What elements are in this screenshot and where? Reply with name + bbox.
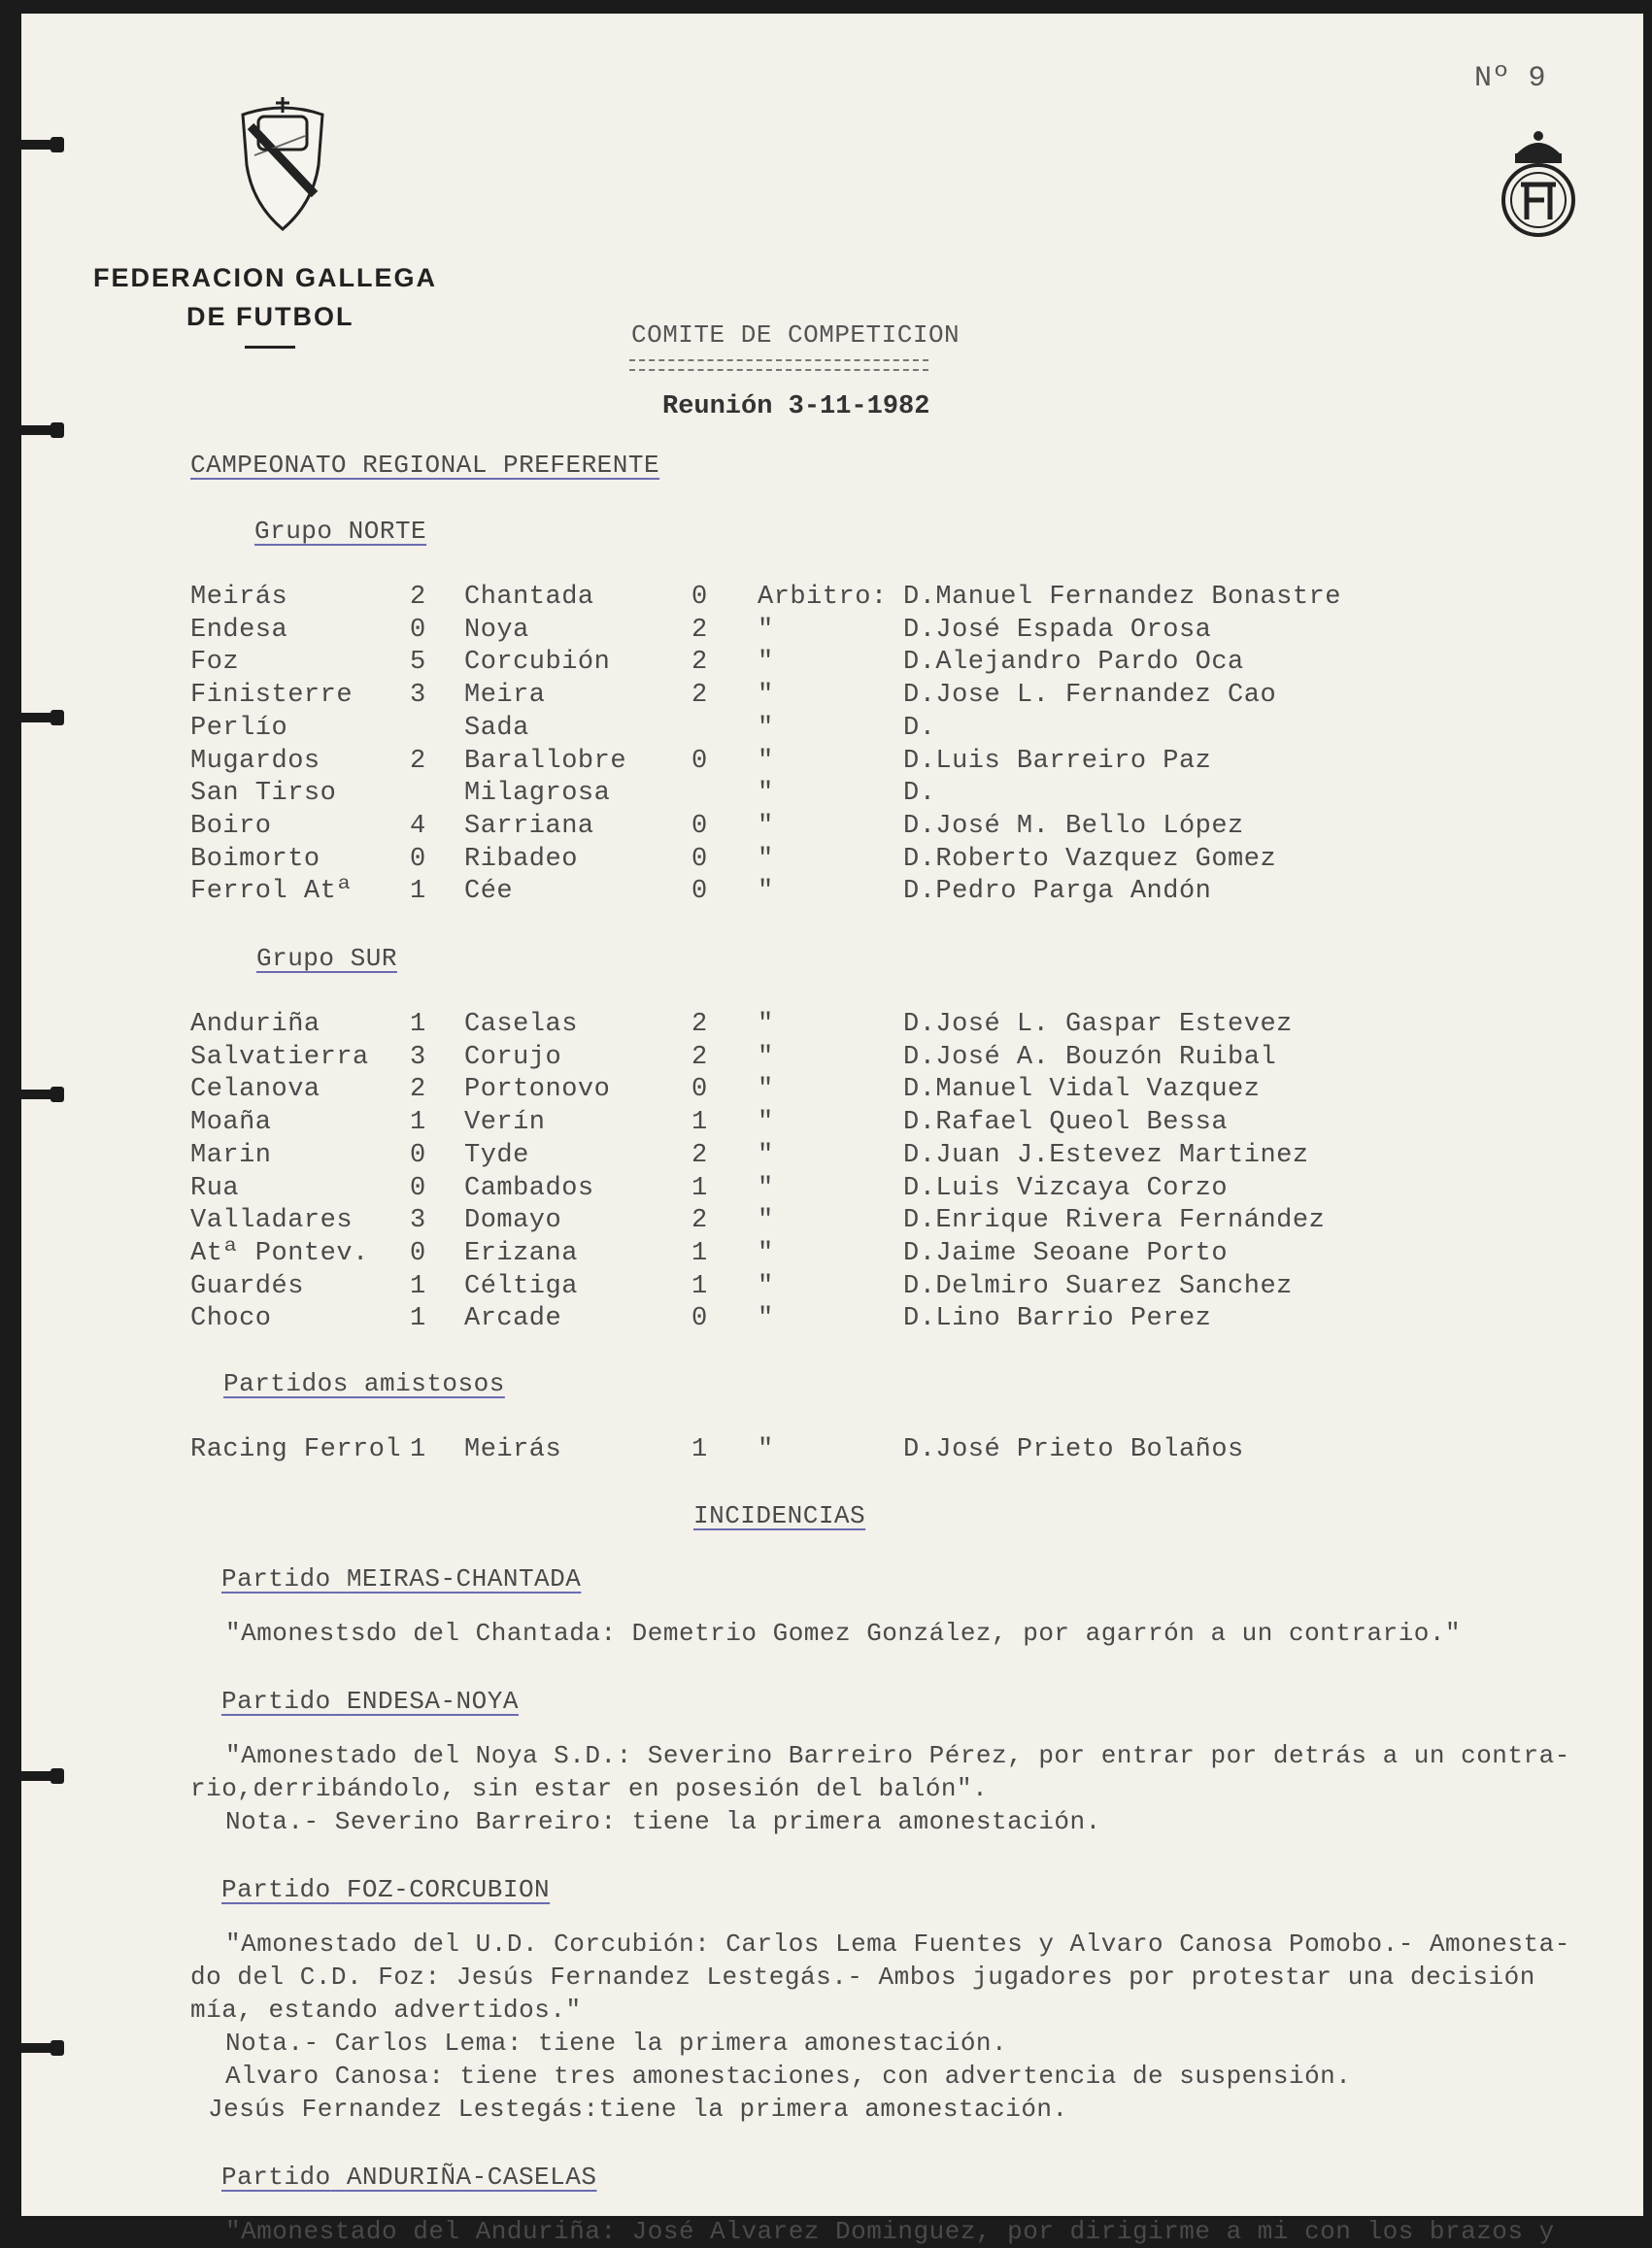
away-score: 1 (691, 1173, 708, 1203)
referee-label: " (758, 746, 774, 776)
referee-name: D.José A. Bouzón Ruibal (903, 1042, 1277, 1072)
match-row (21, 1174, 1575, 1207)
incident-heading (221, 1563, 581, 1595)
match-row (21, 747, 1575, 780)
home-team: Racing Ferrol (190, 1435, 402, 1464)
away-score: 0 (691, 877, 708, 907)
referee-name: D.Luis Barreiro Paz (903, 746, 1212, 776)
match-row (21, 714, 1575, 747)
home-score: 1 (410, 1108, 426, 1138)
away-team: Tyde (464, 1140, 529, 1170)
referee-name: D.Luis Vizcaya Corzo (903, 1173, 1229, 1203)
federation-shield-logo (237, 97, 328, 233)
incident-text-line: do del C.D. Foz: Jesús Fernandez Lestegás.- Ambos jugadores por protestar una decisión (190, 1963, 1535, 1992)
referee-name: D.José Espada Orosa (903, 615, 1212, 645)
home-team: Moaña (190, 1108, 272, 1138)
referee-label: " (758, 1173, 774, 1203)
away-score: 0 (691, 1075, 708, 1105)
home-team: Perlío (190, 713, 288, 743)
referee-name: D.Jose L. Fernandez Cao (903, 681, 1277, 711)
incident-text-line: Alvaro Canosa: tiene tres amonestaciones, con advertencia de suspensión. (225, 2062, 1352, 2091)
match-row (21, 1043, 1575, 1076)
federation-name (93, 258, 437, 336)
away-score: 0 (691, 811, 708, 841)
home-team: Atª Pontev. (190, 1238, 369, 1268)
match-row (21, 648, 1575, 681)
away-score: 2 (691, 648, 708, 678)
document-page (21, 14, 1643, 2246)
home-score: 1 (410, 1271, 426, 1301)
incident-text-line: "Amonestsdo del Chantada: Demetrio Gomez González, por agarrón a un contrario." (225, 1619, 1462, 1648)
home-team: Choco (190, 1304, 272, 1334)
away-team: Céltiga (464, 1271, 578, 1301)
match-row (21, 1435, 1575, 1468)
referee-label: " (758, 779, 774, 809)
referee-name: D.Enrique Rivera Fernández (903, 1206, 1326, 1236)
championship-heading: CAMPEONATO REGIONAL PREFERENTE (190, 451, 660, 480)
referee-label: " (758, 713, 774, 743)
referee-name: D.Roberto Vazquez Gomez (903, 844, 1277, 874)
referee-name: D.Juan J.Estevez Martinez (903, 1140, 1309, 1170)
home-team: Ferrol Atª (190, 877, 354, 907)
away-team: Erizana (464, 1238, 578, 1268)
incident-heading (221, 2162, 596, 2194)
away-team: Cambados (464, 1173, 594, 1203)
home-score: 2 (410, 746, 426, 776)
incident-text-line: "Amonestado del U.D. Corcubión: Carlos Lema Fuentes y Alvaro Canosa Pomobo.- Amonesta- (225, 1929, 1570, 1959)
incident-match: FOZ-CORCUBION (346, 1875, 551, 1904)
incident-label: Partido (221, 1564, 331, 1594)
away-score: 2 (691, 1010, 708, 1039)
away-team: Corujo (464, 1042, 562, 1072)
referee-name: D.Manuel Fernandez Bonastre (903, 583, 1341, 612)
home-score: 5 (410, 648, 426, 678)
away-team: Noya (464, 615, 529, 645)
away-team: Ribadeo (464, 844, 578, 874)
incident-text-line: Jesús Fernandez Lestegás:tiene la primera amonestación. (208, 2095, 1068, 2124)
federation-underline (245, 346, 295, 349)
home-score: 2 (410, 1075, 426, 1105)
match-row (21, 1206, 1575, 1239)
home-score: 1 (410, 877, 426, 907)
referee-name: D.Alejandro Pardo Oca (903, 648, 1244, 678)
home-score: 1 (410, 1010, 426, 1039)
referee-name: D.José Prieto Bolaños (903, 1435, 1244, 1464)
away-score: 0 (691, 844, 708, 874)
referee-label: " (758, 1271, 774, 1301)
group-sur-results (21, 1010, 1614, 1340)
home-team: Valladares (190, 1206, 354, 1236)
friendlies-results (21, 1435, 1614, 1474)
home-team: Endesa (190, 615, 288, 645)
incident-text-line: "Amonestado del Anduriña: José Alvarez Dominguez, por dirigirme a mi con los brazos y (225, 2217, 1555, 2246)
friendlies-heading: Partidos amistosos (223, 1369, 505, 1398)
home-score: 3 (410, 1042, 426, 1072)
match-row (21, 1239, 1575, 1272)
incident-heading (221, 1686, 519, 1718)
home-team: Finisterre (190, 681, 354, 711)
document-number: Nº 9 (1473, 62, 1546, 95)
home-score: 1 (410, 1435, 426, 1464)
away-team: Corcubión (464, 648, 611, 678)
punch-hole (21, 140, 54, 150)
match-row (21, 1272, 1575, 1305)
referee-label: " (758, 844, 774, 874)
incident-label: Partido (221, 1687, 331, 1716)
referee-label: " (758, 1304, 774, 1334)
incident-match: ANDURIÑA-CASELAS (346, 2163, 597, 2192)
referee-name: D.Jaime Seoane Porto (903, 1238, 1229, 1268)
punch-hole (21, 425, 54, 435)
home-score: 3 (410, 1206, 426, 1236)
home-team: San Tirso (190, 779, 337, 809)
incident-match: MEIRAS-CHANTADA (346, 1564, 582, 1594)
group-norte-results (21, 583, 1614, 913)
incident-label: Partido (221, 1875, 331, 1904)
away-score: 2 (691, 615, 708, 645)
home-team: Boimorto (190, 844, 320, 874)
referee-name: D.José M. Bello López (903, 811, 1244, 841)
away-score: 0 (691, 746, 708, 776)
away-team: Barallobre (464, 746, 627, 776)
group-heading: Grupo SUR (256, 944, 397, 973)
meeting-date: Reunión 3-11-1982 (662, 392, 930, 421)
away-score: 1 (691, 1271, 708, 1301)
referee-name: D.Manuel Vidal Vazquez (903, 1075, 1261, 1105)
home-score: 1 (410, 1304, 426, 1334)
referee-label: " (758, 877, 774, 907)
match-row (21, 845, 1575, 878)
away-score: 2 (691, 1042, 708, 1072)
incident-label: Partido (221, 2163, 331, 2192)
match-row (21, 616, 1575, 649)
referee-name: D. (903, 713, 936, 743)
match-row (21, 1304, 1575, 1337)
home-team: Celanova (190, 1075, 320, 1105)
away-team: Caselas (464, 1010, 578, 1039)
home-score: 0 (410, 844, 426, 874)
referee-name: D.Rafael Queol Bessa (903, 1108, 1229, 1138)
away-score: 2 (691, 1206, 708, 1236)
home-team: Rua (190, 1173, 240, 1203)
referee-name: D.Lino Barrio Perez (903, 1304, 1212, 1334)
referee-label: " (758, 1206, 774, 1236)
referee-label: " (758, 1435, 774, 1464)
match-row (21, 812, 1575, 845)
away-score: 1 (691, 1238, 708, 1268)
away-score: 1 (691, 1108, 708, 1138)
match-row (21, 1141, 1575, 1174)
referee-label: " (758, 1108, 774, 1138)
home-team: Salvatierra (190, 1042, 369, 1072)
referee-label: " (758, 811, 774, 841)
home-team: Anduriña (190, 1010, 320, 1039)
match-row (21, 1108, 1575, 1141)
away-team: Cée (464, 877, 514, 907)
away-score: 1 (691, 1435, 708, 1464)
home-score: 0 (410, 1173, 426, 1203)
incident-heading (221, 1874, 550, 1906)
away-team: Domayo (464, 1206, 562, 1236)
away-score: 0 (691, 1304, 708, 1334)
referee-label: " (758, 1140, 774, 1170)
match-row (21, 1075, 1575, 1108)
match-row (21, 1010, 1575, 1043)
home-score: 4 (410, 811, 426, 841)
match-row (21, 583, 1575, 616)
away-team: Sada (464, 713, 529, 743)
referee-name: D.Pedro Parga Andón (903, 877, 1212, 907)
away-team: Sarriana (464, 811, 594, 841)
incidents-list (21, 1563, 1614, 2246)
away-team: Meira (464, 681, 546, 711)
home-score: 0 (410, 1238, 426, 1268)
away-team: Arcade (464, 1304, 562, 1334)
match-row (21, 877, 1575, 910)
federation-line-1: FEDERACION GALLEGA (93, 263, 438, 292)
away-team: Portonovo (464, 1075, 611, 1105)
referee-label: " (758, 1010, 774, 1039)
match-row (21, 681, 1575, 714)
incident-text-line: mía, estando advertidos." (190, 1996, 582, 2025)
incident-text-line: "Amonestado del Noya S.D.: Severino Barreiro Pérez, por entrar por detrás a un contra- (225, 1741, 1570, 1770)
referee-label: Arbitro: (758, 583, 888, 612)
referee-name: D.José L. Gaspar Estevez (903, 1010, 1293, 1039)
home-score: 0 (410, 615, 426, 645)
away-score: 2 (691, 681, 708, 711)
incidents-heading: INCIDENCIAS (693, 1501, 866, 1530)
away-team: Meirás (464, 1435, 562, 1464)
crown-emblem-logo (1498, 126, 1579, 241)
referee-label: " (758, 615, 774, 645)
incident-text-line: Nota.- Carlos Lema: tiene la primera amonestación. (225, 2029, 1008, 2058)
federation-line-2: DE FUTBOL (186, 302, 354, 331)
committee-title: COMITE DE COMPETICION (631, 320, 961, 350)
group-heading: Grupo NORTE (254, 517, 427, 546)
away-team: Verín (464, 1108, 546, 1138)
match-row (21, 779, 1575, 812)
away-team: Milagrosa (464, 779, 611, 809)
home-score: 3 (410, 681, 426, 711)
referee-label: " (758, 1042, 774, 1072)
referee-label: " (758, 1238, 774, 1268)
away-team: Chantada (464, 583, 594, 612)
home-team: Guardés (190, 1271, 304, 1301)
home-team: Marin (190, 1140, 272, 1170)
home-team: Meirás (190, 583, 288, 612)
incident-text-line: rio,derribándolo, sin estar en posesión del balón". (190, 1774, 989, 1803)
referee-label: " (758, 681, 774, 711)
referee-label: " (758, 648, 774, 678)
referee-label: " (758, 1075, 774, 1105)
referee-name: D. (903, 779, 936, 809)
home-score: 0 (410, 1140, 426, 1170)
referee-name: D.Delmiro Suarez Sanchez (903, 1271, 1293, 1301)
away-score: 0 (691, 583, 708, 612)
away-score: 2 (691, 1140, 708, 1170)
home-team: Boiro (190, 811, 272, 841)
title-double-rule (629, 359, 928, 371)
incident-match: ENDESA-NOYA (346, 1687, 519, 1716)
home-score: 2 (410, 583, 426, 612)
home-team: Mugardos (190, 746, 320, 776)
incident-text-line: Nota.- Severino Barreiro: tiene la primera amonestación. (225, 1807, 1101, 1836)
home-team: Foz (190, 648, 240, 678)
